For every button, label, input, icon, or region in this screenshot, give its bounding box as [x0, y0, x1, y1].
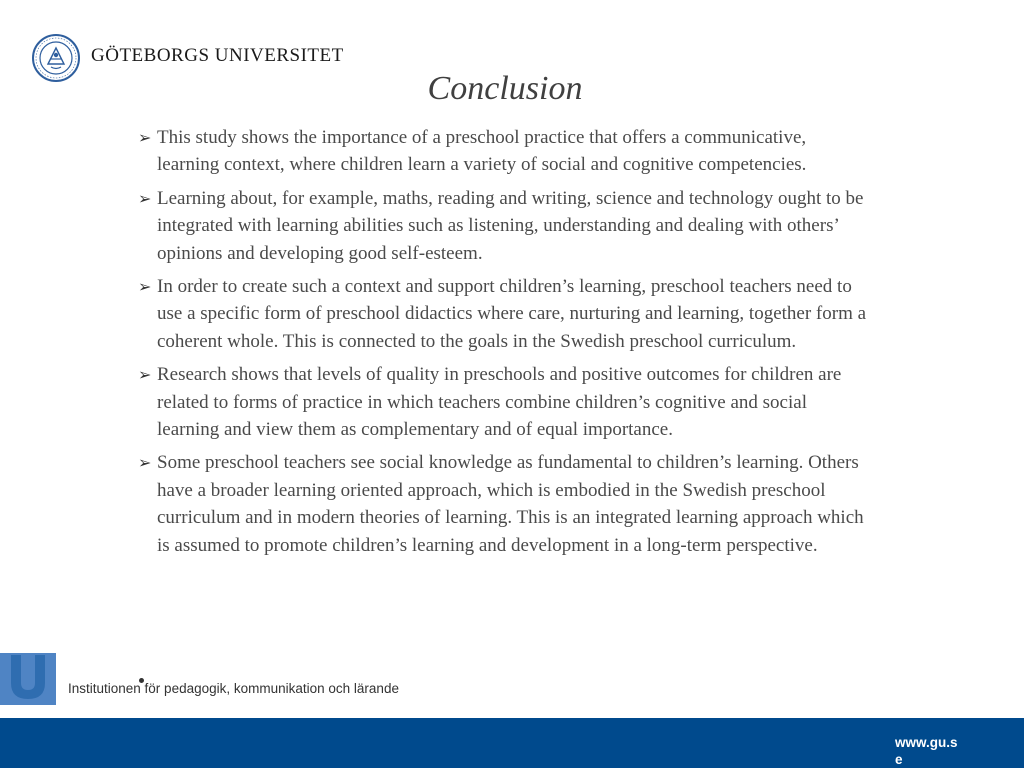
arrow-bullet-icon: ➢	[138, 188, 152, 208]
conclusion-bullet-list	[138, 124, 873, 565]
arrow-bullet-icon: ➢	[138, 453, 152, 473]
bullet-text: Some preschool teachers see social knowledge as fundamental to children’s learning. Others have a broader learning oriented approach, which is embodied in the Swedish preschool curriculum and in modern theories of learning. This is an integrated learning approach which is assumed to promote children’s learning and development in a long-term perspective.	[157, 452, 864, 556]
bullet-item	[138, 449, 873, 559]
bullet-item	[138, 185, 873, 267]
footer-bar	[0, 718, 1024, 768]
bullet-text: Learning about, for example, maths, reading and writing, science and technology ought to be integrated with learning abilities such as listening, understanding and dealing with others’ opinions and developing good self-esteem.	[157, 187, 864, 264]
arrow-bullet-icon: ➢	[138, 128, 152, 147]
bullet-text: In order to create such a context and support children’s learning, preschool teachers need to use a specific form of preschool didactics where care, nurturing and learning, together form a coherent whole. This is connected to the goals in the Swedish preschool curriculum.	[157, 276, 867, 352]
slide-title: Conclusion	[427, 70, 583, 107]
bullet-item	[138, 273, 873, 355]
department-name: Institutionen för pedagogik, kommunikation och lärande	[68, 681, 399, 696]
bullet-item	[138, 124, 873, 179]
footer-website-link[interactable]: www.gu.se	[895, 735, 958, 767]
u-brand-logo	[0, 653, 56, 705]
bullet-text: This study shows the importance of a preschool practice that offers a communicative, learning context, where children learn a variety of social and cognitive competencies.	[157, 127, 807, 176]
university-name: GÖTEBORGS UNIVERSITET	[91, 45, 344, 66]
arrow-bullet-icon: ➢	[138, 365, 152, 385]
arrow-bullet-icon: ➢	[138, 277, 152, 297]
bullet-item	[138, 361, 873, 443]
bullet-text: Research shows that levels of quality in preschools and positive outcomes for children are related to forms of practice in which teachers combine children’s cognitive and social learning and view them as complementary and of equal importance.	[157, 364, 842, 441]
